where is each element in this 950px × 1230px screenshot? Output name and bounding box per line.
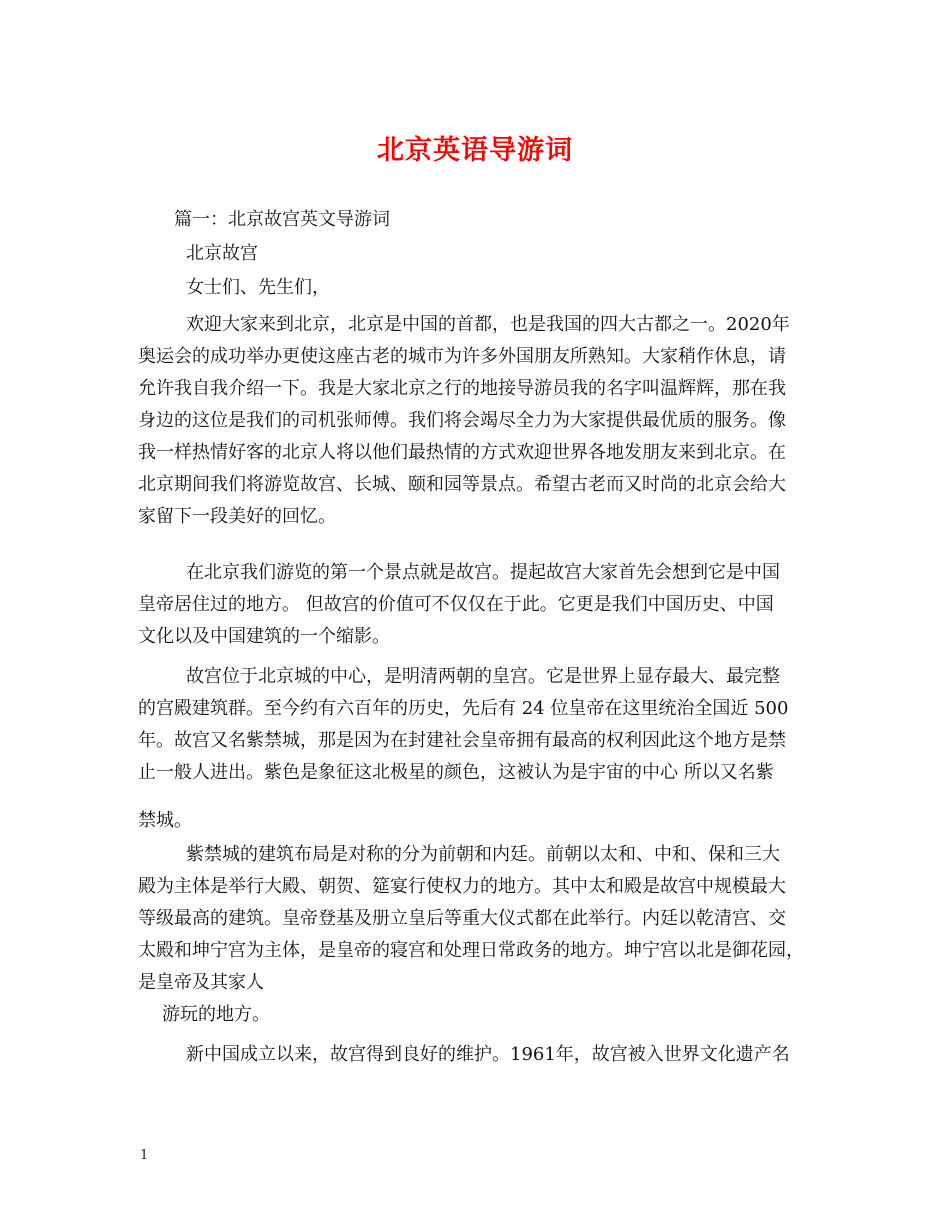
text-line: 新中国成立以来，故宫得到良好的维护。1961年，故宫被入世界文化遗产名 <box>186 1044 790 1065</box>
text-line: 的宫殿建筑群。至今约有六百年的历史，先后有 24 位皇帝在这里统治全国近 500 <box>138 698 789 719</box>
text-line: 我一样热情好客的北京人将以他们最热情的方式欢迎世界各地发朋友来到北京。在 <box>138 442 786 463</box>
text-line: 在北京我们游览的第一个景点就是故宫。提起故宫大家首先会想到它是中国 <box>186 562 780 583</box>
text-line: 奥运会的成功举办更使这座古老的城市为许多外国朋友所熟知。大家稍作休息，请 <box>138 346 786 367</box>
text-line: 允许我自我介绍一下。我是大家北京之行的地接导游员我的名字叫温辉辉，那在我 <box>138 378 786 399</box>
text-line: 等级最高的建筑。皇帝登基及册立皇后等重大仪式都在此举行。内廷以乾清宫、交 <box>138 908 786 929</box>
text-line: 是皇帝及其家人 <box>138 972 264 993</box>
text-line: 文化以及中国建筑的一个缩影。 <box>138 626 390 647</box>
section-heading: 篇一：北京故宫英文导游词 <box>174 209 390 230</box>
page-number: 1 <box>140 1148 149 1163</box>
text-line: 欢迎大家来到北京，北京是中国的首都，也是我国的四大古都之一。2020年 <box>186 314 790 335</box>
text-line: 家留下一段美好的回忆。 <box>138 506 336 527</box>
text-line: 北京故宫 <box>186 243 258 264</box>
text-line: 止一般人进出。紫色是象征这北极星的颜色，这被认为是宇宙的中心 所以又名紫 <box>138 762 774 783</box>
text-line: 禁城。 <box>138 810 192 831</box>
text-line: 年。故宫又名紫禁城，那是因为在封建社会皇帝拥有最高的权利因此这个地方是禁 <box>138 730 786 751</box>
text-line: 游玩的地方。 <box>162 1004 270 1025</box>
text-line: 皇帝居住过的地方。 但故宫的价值可不仅仅在于此。它更是我们中国历史、中国 <box>138 594 774 615</box>
text-line: 身边的这位是我们的司机张师傅。我们将会竭尽全力为大家提供最优质的服务。像 <box>138 410 786 431</box>
text-line: 北京期间我们将游览故宫、长城、颐和园等景点。希望古老而又时尚的北京会给大 <box>138 474 786 495</box>
text-line: 故宫位于北京城的中心，是明清两朝的皇宫。它是世界上显存最大、最完整 <box>186 666 780 687</box>
document-title: 北京英语导游词 <box>377 135 573 166</box>
text-line: 太殿和坤宁宫为主体，是皇帝的寝宫和处理日常政务的地方。坤宁宫以北是御花园， <box>138 940 804 961</box>
text-line: 殿为主体是举行大殿、朝贺、筵宴行使权力的地方。其中太和殿是故宫中规模最大 <box>138 876 786 897</box>
text-line: 女士们、先生们， <box>186 277 330 298</box>
text-line: 紫禁城的建筑布局是对称的分为前朝和内廷。前朝以太和、中和、保和三大 <box>186 844 780 865</box>
